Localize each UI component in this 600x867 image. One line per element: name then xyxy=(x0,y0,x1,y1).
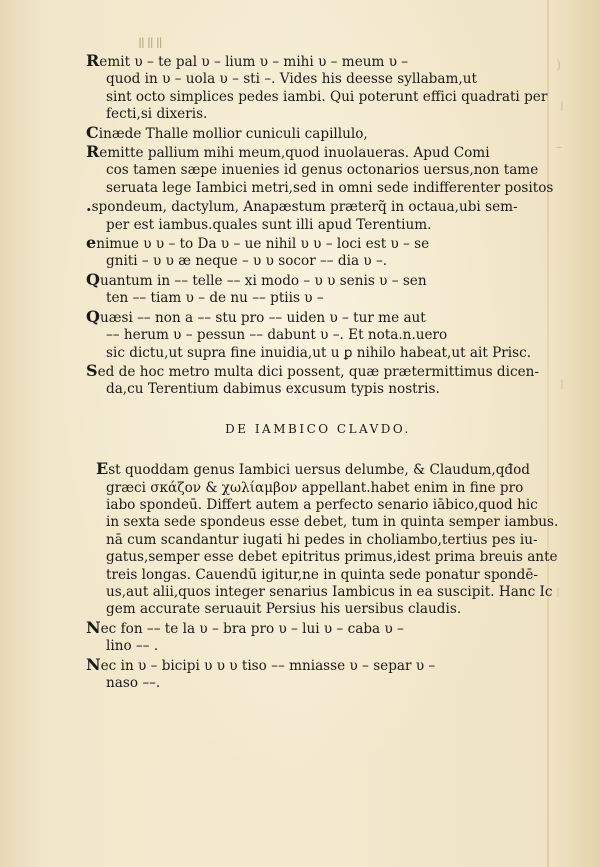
line-text: us,aut alii,quos integer senarius Iambicus in ea suscipit. Hanc Ic xyxy=(106,583,553,600)
initial-letter: N xyxy=(86,654,101,674)
line-text: uantum in –– telle –– xi modo – υ υ senis υ – sen xyxy=(99,272,427,289)
text-line xyxy=(86,271,550,290)
text-line xyxy=(86,675,550,692)
text-line xyxy=(86,619,550,638)
initial-letter: C xyxy=(86,122,99,142)
line-text: iabo spondeū. Differt autem a perfecto senario iābico,quod hic xyxy=(106,496,538,513)
line-text: emit υ – te pal υ – lium υ – mihi υ – meum υ – xyxy=(99,54,409,70)
line-text: da,cu Terentium dabimus excusum typis nostris. xyxy=(106,381,440,398)
text-line xyxy=(86,179,554,197)
bleed-mark: ) xyxy=(556,58,562,73)
text-line xyxy=(86,143,550,162)
line-text: cos tamen sæpe inuenies id genus octonarios uersus,non tame xyxy=(106,162,539,179)
line-text: fecti,si dixeris. xyxy=(106,106,208,123)
section-heading: DE IAMBICO CLAVDO. xyxy=(225,421,411,436)
text-line xyxy=(86,290,550,307)
text-line xyxy=(86,460,550,479)
initial-letter: E xyxy=(96,459,109,479)
folio-mark: ǁǁǁ xyxy=(138,36,165,52)
line-text: gem accurate seruauit Persius his uersibus claudis. xyxy=(106,601,462,618)
bleed-mark: ǀ xyxy=(560,378,564,393)
line-text: st quoddam genus Iambici uersus delumbe, & Claudum,qđod xyxy=(108,462,531,479)
line-text: ten –– tiam υ – de nu –– ptiis υ – xyxy=(106,290,324,307)
line-text: treis longas. Cauendū igitur,ne in quinta sede ponatur spondē- xyxy=(106,566,538,583)
initial-letter: Q xyxy=(86,269,100,289)
line-text: –– herum υ – pessun –– dabunt υ –. Et nota.n.uero xyxy=(106,327,448,344)
initial-letter: N xyxy=(86,617,101,637)
text-line xyxy=(86,497,550,514)
text-body xyxy=(86,51,559,692)
initial-letter: Q xyxy=(86,306,100,326)
text-line xyxy=(86,253,550,270)
line-text: quod in υ – uola υ – sti –. Vides his deesse syllabam,ut xyxy=(106,71,477,88)
line-text: ed de hoc metro multa dici possent, quæ prætermittimus dicen- xyxy=(97,363,539,380)
text-line xyxy=(86,601,550,618)
line-text: per est iambus.quales sunt illi apud Terentium. xyxy=(106,216,432,233)
prose-block-1 xyxy=(86,51,554,399)
text-line xyxy=(86,514,559,531)
text-line xyxy=(86,71,550,88)
text-line xyxy=(86,656,550,675)
line-text: græci σκάζον & χωλίαμβον appellant.habet enim in fine pro xyxy=(106,479,524,496)
text-line xyxy=(86,308,550,327)
text-line xyxy=(86,217,550,234)
bleed-mark: ǀ xyxy=(560,100,564,115)
bleed-mark: ǀ xyxy=(556,586,560,601)
bleed-mark: – xyxy=(556,140,563,155)
text-line xyxy=(86,567,550,584)
text-line xyxy=(86,327,550,344)
text-line xyxy=(86,106,550,123)
line-text: uæsi –– non a –– stu pro –– uiden υ – tur me aut xyxy=(99,309,426,326)
text-line xyxy=(86,362,550,381)
line-text: gatus,semper esse debet epitritus primus,idest prima breuis ante xyxy=(106,549,558,566)
line-text: inæde Thalle mollior cuniculi capillulo, xyxy=(98,125,368,142)
text-line xyxy=(86,583,553,601)
line-text: sic dictu,ut supra fine inuidia,ut u ꝑ nihilo habeat,ut ait Prisc. xyxy=(106,344,532,361)
line-text: nā cum scandantur iugati hi pedes in choliambo,tertius pes iu- xyxy=(106,531,538,548)
text-line xyxy=(86,480,550,497)
text-line xyxy=(86,197,550,216)
line-text: ec fon –– te la υ – bra pro υ – lui υ – caba υ – xyxy=(100,620,404,637)
line-text: nimue υ υ – to Da υ – ue nihil υ υ – loci est υ – se xyxy=(96,236,430,253)
initial-letter: . xyxy=(86,196,92,216)
text-line xyxy=(86,638,550,655)
line-text: sint octo simplices pedes iambi. Qui poterunt effici quadrati per xyxy=(106,88,548,105)
line-text: ec in υ – bicipi υ υ υ tiso –– mniasse υ – separ υ – xyxy=(100,657,436,674)
line-text: seruata lege Iambici metri,sed in omni sede indifferenter positos xyxy=(106,179,554,196)
initial-letter: R xyxy=(86,51,100,70)
line-text: lino –– . xyxy=(106,638,159,655)
text-line xyxy=(86,124,550,143)
line-text: naso ––. xyxy=(106,675,161,691)
text-line xyxy=(86,532,550,549)
text-line xyxy=(86,381,550,398)
prose-block-2 xyxy=(86,459,559,692)
line-text: emitte pallium mihi meum,quod inuolaueras. Apud Comi xyxy=(99,145,490,162)
text-line xyxy=(86,549,558,566)
text-line xyxy=(86,162,550,179)
line-text: in sexta sede spondeus esse debet, tum in quinta semper iambus. xyxy=(106,514,559,531)
text-line xyxy=(86,234,550,253)
initial-letter: e xyxy=(86,233,97,253)
line-text: spondeum, dactylum, Anapæstum præterq̃ in octaua,ubi sem- xyxy=(91,199,518,216)
initial-letter: R xyxy=(86,142,100,162)
text-line xyxy=(86,345,550,362)
initial-letter: S xyxy=(86,360,98,380)
text-line xyxy=(86,89,550,106)
text-line xyxy=(86,52,550,71)
line-text: gniti – υ υ æ neque – υ υ socor –– dia υ –. xyxy=(106,253,388,270)
